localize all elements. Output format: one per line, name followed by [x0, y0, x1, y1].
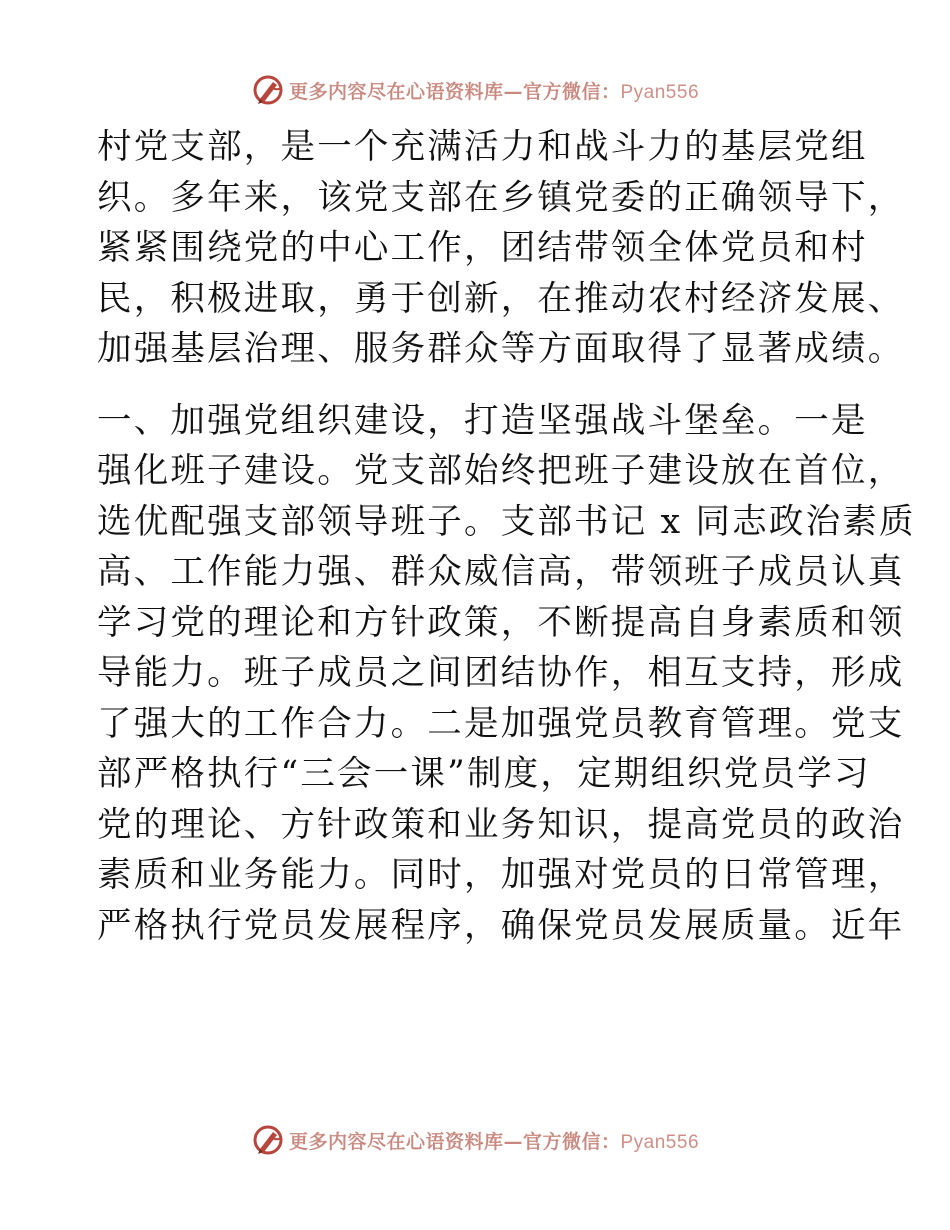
text-line: 加强基层治理、服务群众等方面取得了显著成绩。 [97, 329, 905, 369]
text-line: 紧紧围绕党的中心工作，团结带领全体党员和村 [97, 228, 868, 268]
text-line: 强化班子建设。党支部始终把班子建设放在首位， [97, 451, 905, 491]
text-line: 党的理论、方针政策和业务知识，提高党员的政治 [97, 804, 905, 845]
text-line: 部严格执行“三会一课”制度，定期组织党员学习 [97, 754, 871, 794]
header-wechat-id: Pyan556 [620, 81, 700, 103]
text-line: 素质和业务能力。同时，加强对党员的日常管理， [97, 855, 905, 895]
text-line: 民，积极进取，勇于创新，在推动农村经济发展、 [97, 278, 905, 319]
text-line: 高、工作能力强、群众威信高，带领班子成员认真 [97, 552, 905, 592]
text-line: 学习党的理论和方针政策，不断提高自身素质和领 [97, 602, 905, 643]
header-banner [0, 70, 950, 110]
text-line: 了强大的工作合力。二是加强党员教育管理。党支 [97, 703, 905, 744]
text-line: 导能力。班子成员之间团结协作，相互支持，形成 [97, 653, 905, 693]
footer-banner [0, 1120, 950, 1160]
text-line: 村党支部，是一个充满活力和战斗力的基层党组 [97, 127, 868, 167]
text-line: 选优配强支部领导班子。支部书记 x 同志政治素质 [97, 501, 916, 542]
footer-banner-text: 更多内容尽在心语资料库—官方微信：Pyan556 [288, 1130, 700, 1153]
pen-seal-logo-icon [251, 1123, 285, 1157]
text-line: 严格执行党员发展程序，确保党员发展质量。近年 [97, 905, 905, 946]
paragraph-section-one [97, 396, 916, 952]
pen-seal-logo-icon [251, 73, 285, 107]
paragraph-intro [97, 122, 905, 375]
text-line: 一、加强党组织建设，打造坚强战斗堡垒。一是 [97, 400, 868, 441]
text-line: 织。多年来，该党支部在乡镇党委的正确领导下， [97, 177, 905, 218]
footer-wechat-id: Pyan556 [620, 1131, 700, 1153]
document-body [97, 122, 916, 951]
header-banner-text: 更多内容尽在心语资料库—官方微信：Pyan556 [288, 80, 700, 103]
